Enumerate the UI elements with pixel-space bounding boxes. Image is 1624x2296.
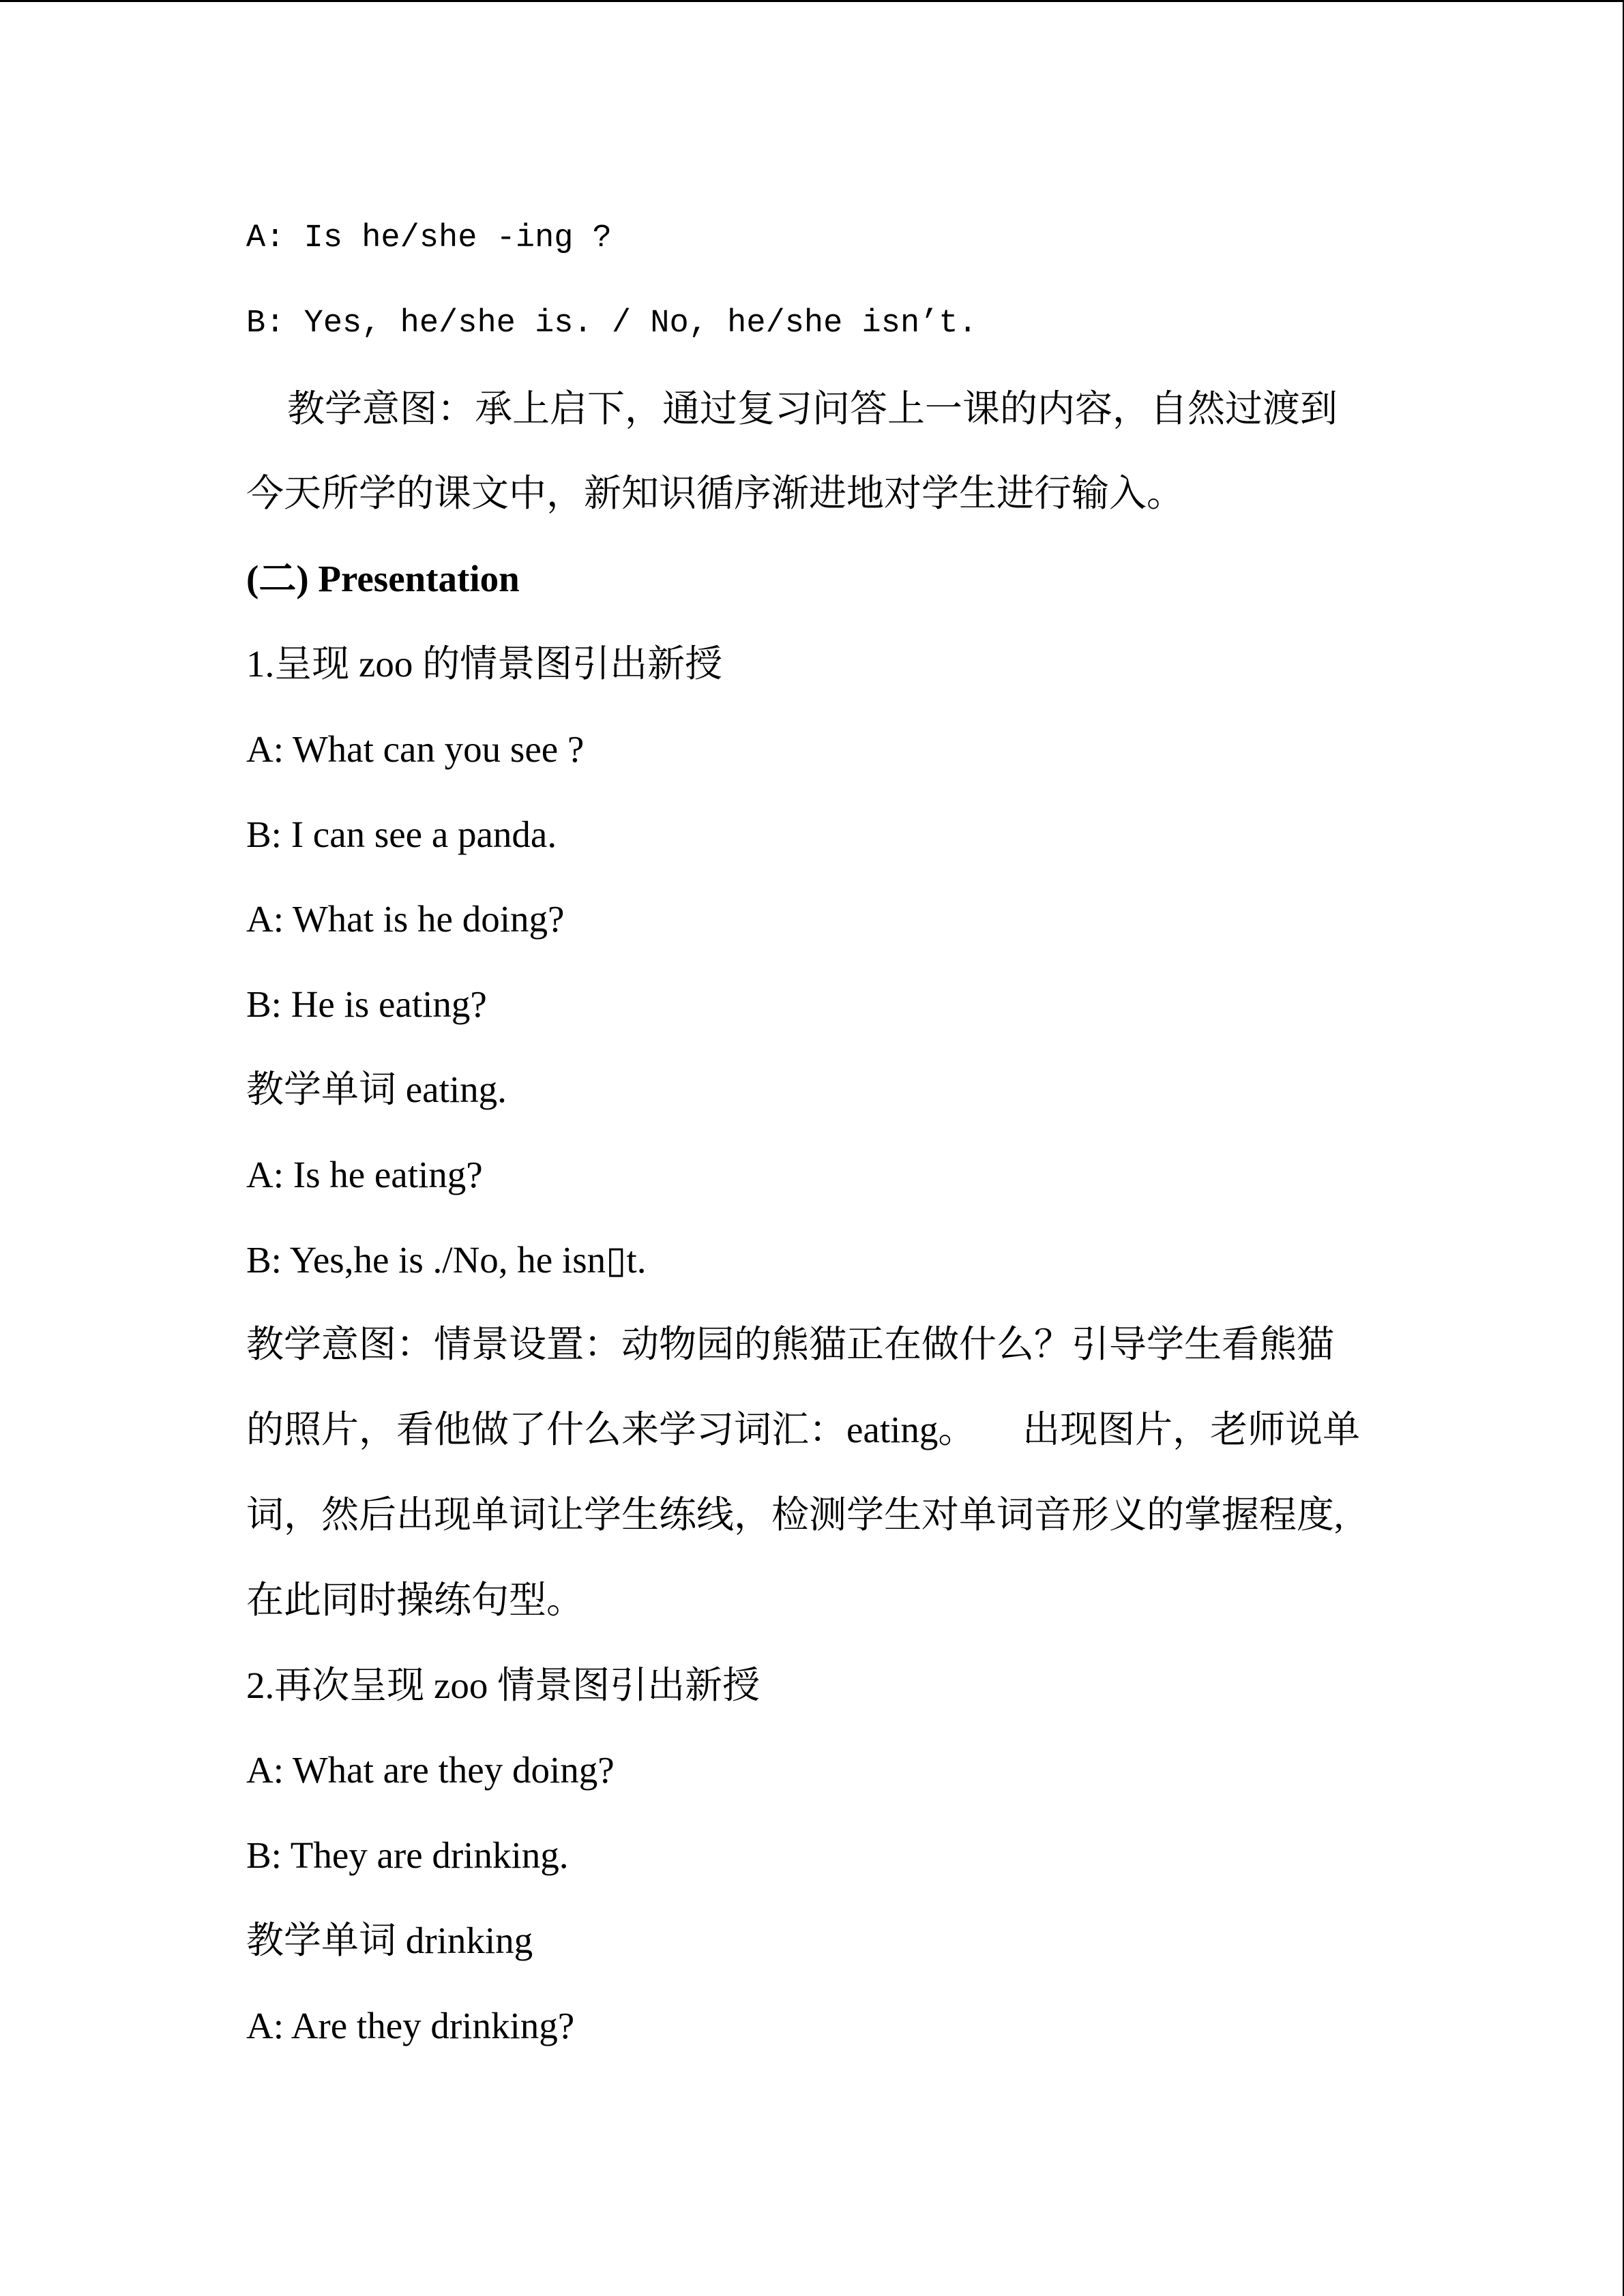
step-heading: 1.呈现 zoo 的情景图引出新授	[246, 642, 723, 685]
dialogue-line: B: He is eating?	[246, 983, 487, 1026]
teaching-intent-text: 今天所学的课文中，新知识循序渐进地对学生进行输入。	[246, 473, 1185, 515]
dialogue-line: B: I can see a panda.	[246, 813, 557, 855]
teaching-intent-text: 教学意图：情景设置：动物园的熊猫正在做什么？引导学生看熊猫	[246, 1324, 1335, 1366]
dialogue-line: A: What are they doing?	[246, 1749, 615, 1791]
dialogue-line: A: What can you see ?	[246, 728, 585, 770]
vocabulary-line: 教学单词 drinking	[246, 1919, 533, 1961]
review-answer-line: B: Yes, he/she is. / No, he/she isn’t.	[246, 305, 977, 342]
review-question-line: A: Is he/she -ing ?	[246, 220, 612, 256]
teaching-intent-text: 的照片，看他做了什么来学习词汇：eating。 出现图片，老师说单	[246, 1409, 1361, 1451]
dialogue-line: B: They are drinking.	[246, 1834, 569, 1877]
step-heading: 2.再次呈现 zoo 情景图引出新授	[246, 1664, 761, 1706]
teaching-intent-text: 词，然后出现单词让学生练线，检测学生对单词音形义的掌握程度,	[246, 1493, 1344, 1536]
section-heading: (二) Presentation	[246, 558, 520, 600]
dialogue-line: A: What is he doing?	[246, 898, 565, 940]
teaching-intent-text: 教学意图：承上启下，通过复习问答上一课的内容，自然过渡到	[287, 387, 1338, 430]
teaching-intent-text: 在此同时操练句型。	[246, 1579, 585, 1621]
document-body	[246, 196, 1542, 2069]
dialogue-line: B: Yes,he is ./No, he isn▯t.	[246, 1238, 647, 1281]
dialogue-line: A: Are they drinking?	[246, 2004, 575, 2046]
vocabulary-line: 教学单词 eating.	[246, 1068, 507, 1110]
dialogue-line: A: Is he eating?	[246, 1153, 483, 1195]
